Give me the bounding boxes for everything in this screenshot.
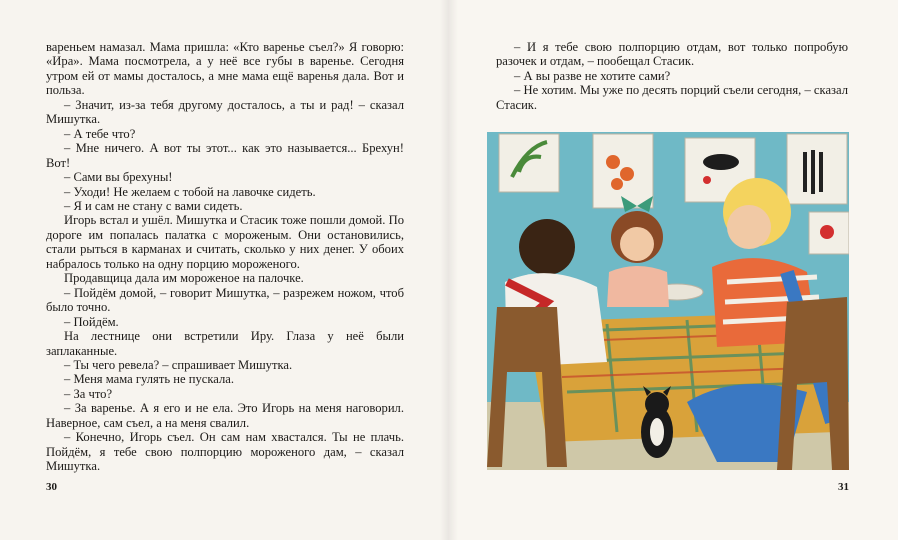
paragraph: На лестнице они встретили Иру. Глаза у неё были заплаканные. bbox=[46, 329, 404, 358]
paragraph: – И я тебе свою полпорцию отдам, вот только попробую разочек и отдам, – пообещал Стасик. bbox=[496, 40, 848, 69]
paragraph: – Пойдём домой, – говорит Мишутка, – разрежем ножом, чтоб было точно. bbox=[46, 285, 404, 315]
wall-picture-plant bbox=[499, 134, 559, 192]
page-number-right: 31 bbox=[838, 481, 849, 493]
illustration-children-eating-ice-cream bbox=[487, 132, 849, 470]
paragraph: – Ты чего ревела? – спрашивает Мишутка. bbox=[64, 357, 293, 372]
paragraph: Игорь встал и ушёл. Мишутка и Стасик тоже пошли домой. По дороге им попалась палатка с мороженым. Они остановились, стали рыться в карманах и считать, сколько у них денег. У обоих набралось только на одну порцию мороженого. bbox=[46, 213, 404, 271]
paragraph: – Мне ничего. А вот ты этот... как это называется... Брехун! Вот! bbox=[46, 141, 404, 170]
paragraph: – Не хотим. Мы уже по десять порций съели сегодня, – сказал Стасик. bbox=[496, 83, 848, 112]
paragraph: – За варенье. А я его и не ела. Это Игорь на меня наговорил. Наверное, сам съел, а на меня свалил. bbox=[46, 401, 404, 430]
paragraph: – Меня мама гулять не пускала. bbox=[64, 372, 234, 387]
paragraph: – Сами вы брехуны! bbox=[64, 170, 173, 185]
paragraph: – А тебе что? bbox=[64, 126, 136, 141]
paragraph: вареньем намазал. Мама пришла: «Кто варенье съел?» Я говорю: «Ира». Мама посмотрела, а у неё все губы в варенье. Сегодня утром ей от мамы досталось, а мне мама ещё варенья дала. Вот и польза. bbox=[46, 40, 404, 98]
paragraph: – А вы разве не хотите сами? bbox=[514, 68, 671, 83]
illustration-drawing bbox=[487, 132, 849, 470]
left-page-text bbox=[46, 40, 404, 474]
book-gutter bbox=[440, 0, 458, 540]
boy-left-head bbox=[519, 219, 575, 275]
right-page-text bbox=[496, 40, 848, 112]
paragraph: – Значит, из-за тебя другому досталось, а ты и рад! – сказал Мишутка. bbox=[46, 97, 404, 127]
girl-dress bbox=[607, 266, 669, 307]
paragraph: – Я и сам не стану с вами сидеть. bbox=[64, 198, 243, 213]
paragraph: Продавщица дала им мороженое на палочке. bbox=[64, 271, 304, 286]
paragraph: – За что? bbox=[64, 386, 113, 401]
page-number-left: 30 bbox=[46, 481, 57, 493]
paragraph: – Конечно, Игорь съел. Он сам нам хвастался. Ты не плачь. Пойдём, я тебе свою полпорцию мороженого дам, – сказал Мишутка. bbox=[46, 430, 404, 474]
wall-picture-zebra bbox=[787, 134, 847, 204]
paragraph: – Пойдём. bbox=[64, 314, 119, 329]
paragraph: – Уходи! Не желаем с тобой на лавочке сидеть. bbox=[64, 184, 316, 199]
